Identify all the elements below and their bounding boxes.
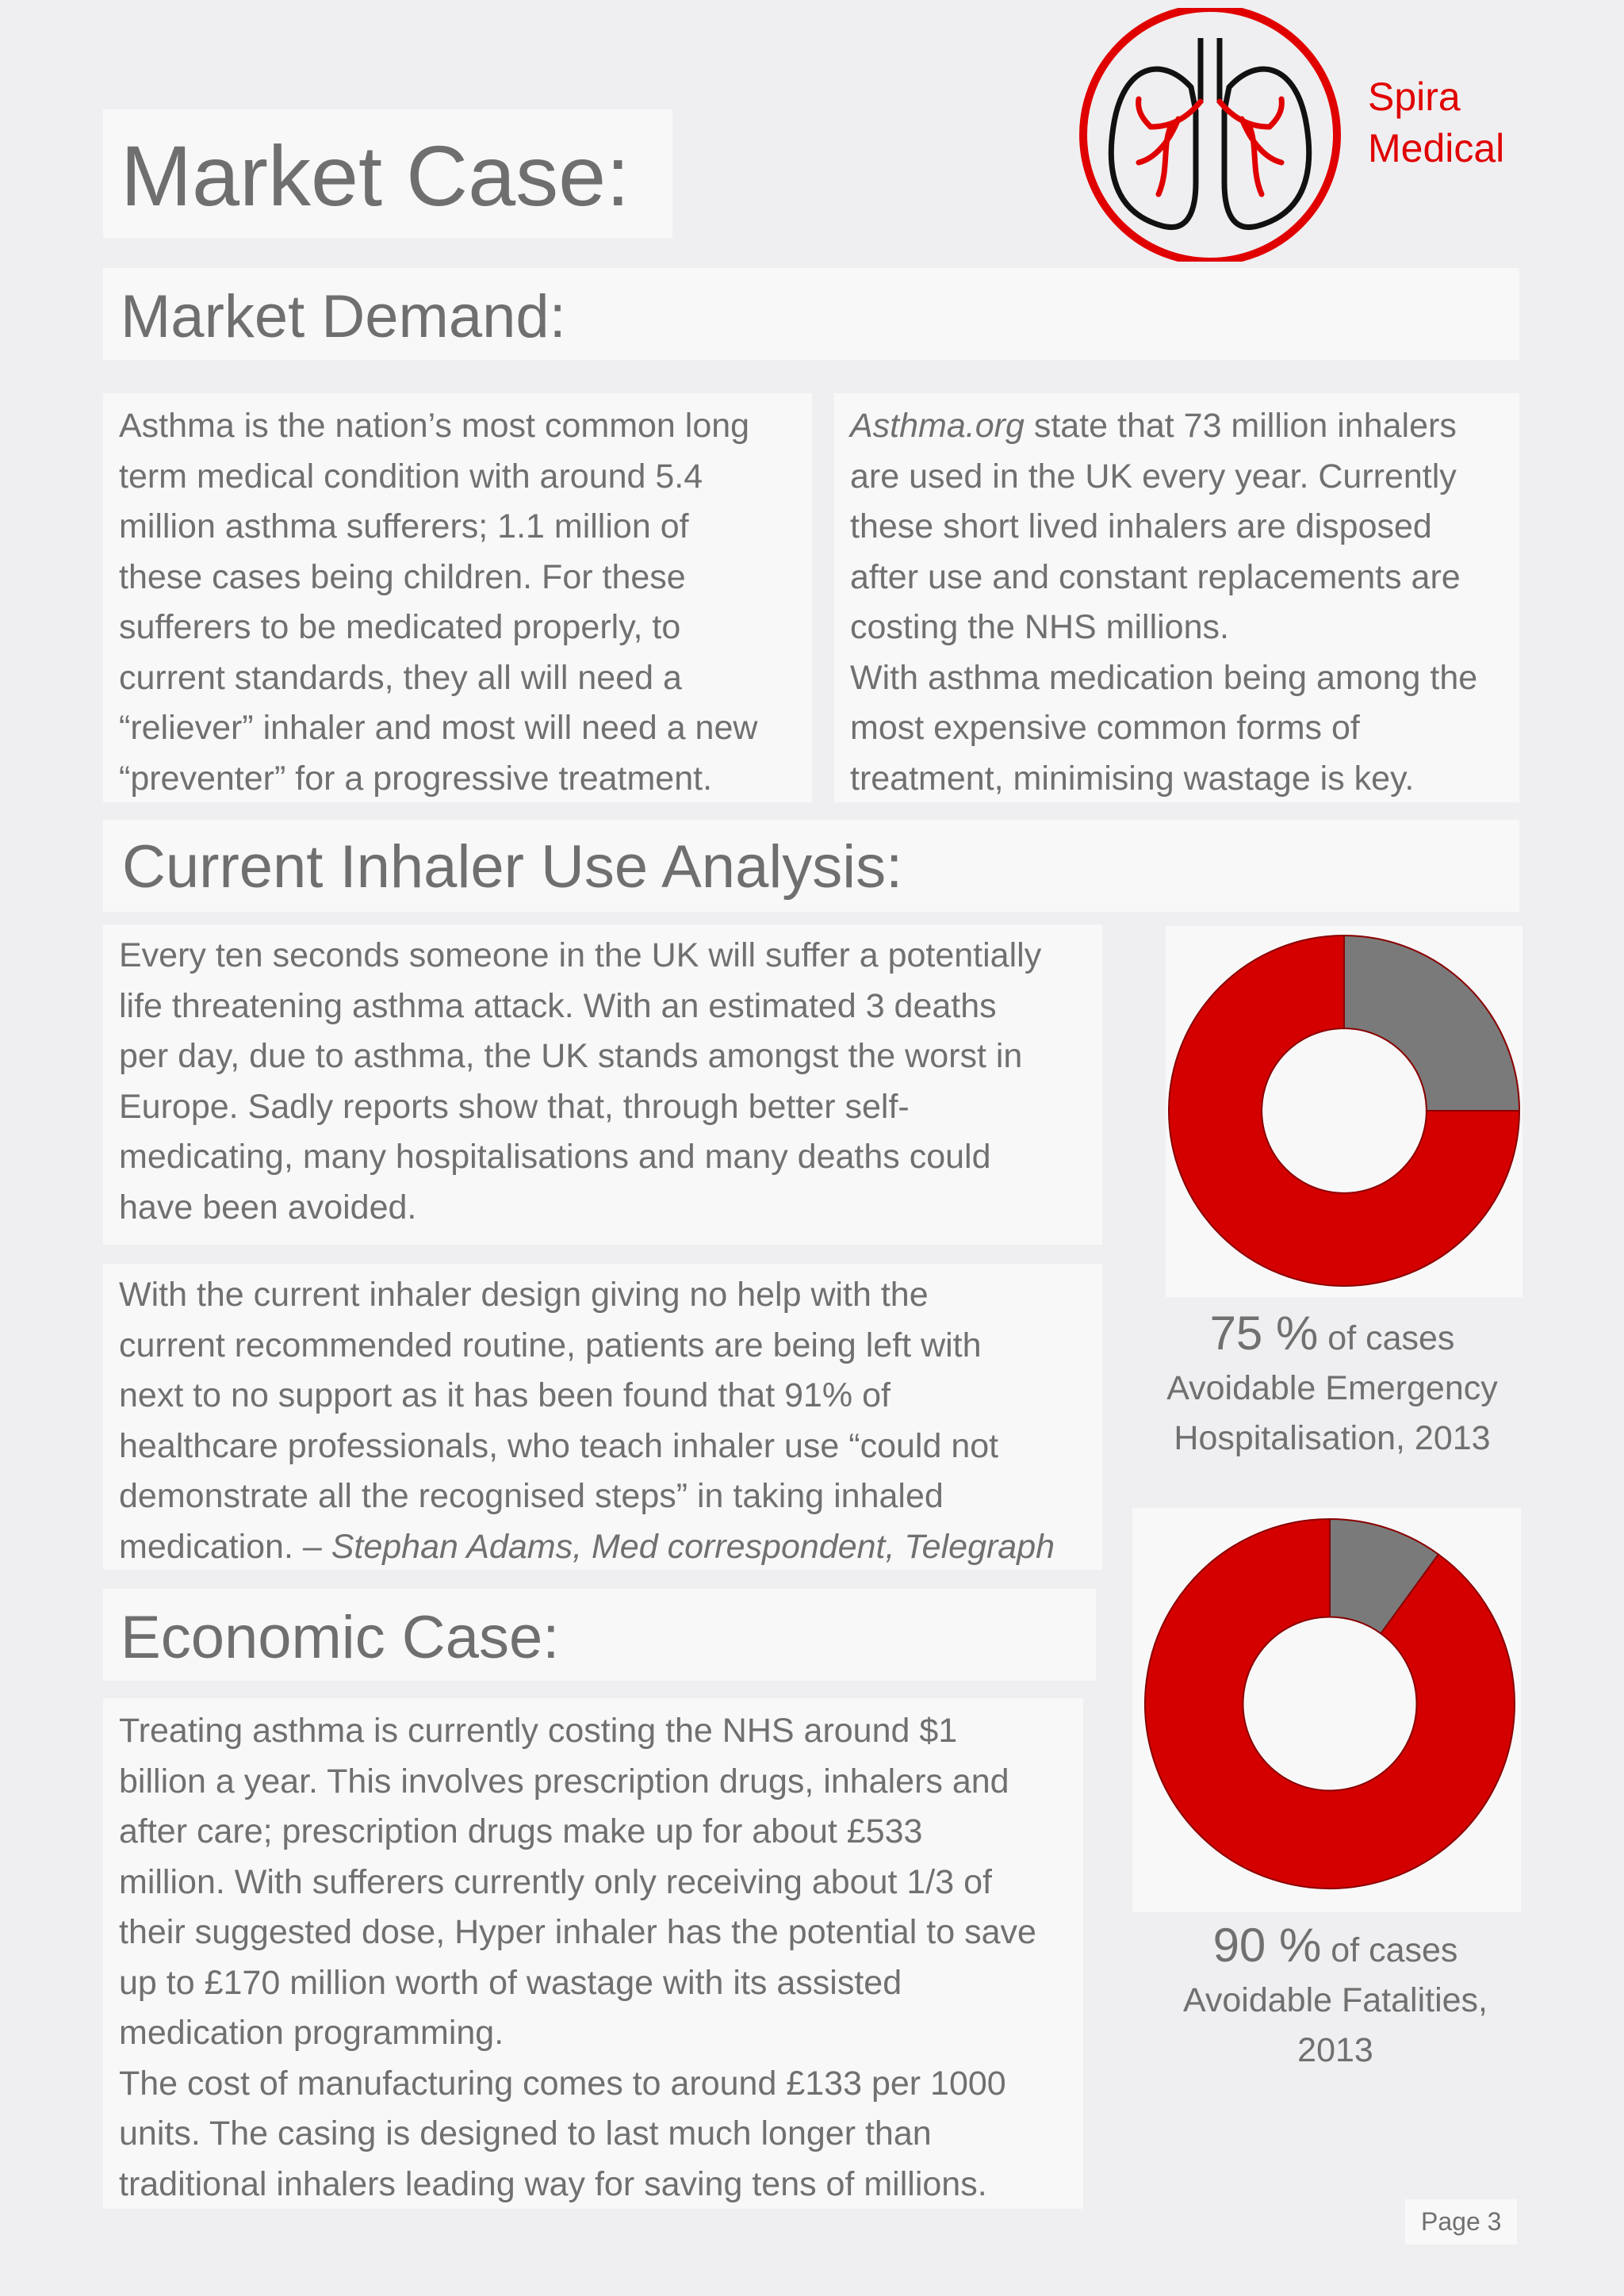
economic-text	[119, 1706, 1083, 2210]
text-line: billion a year. This involves prescription drugs, inhalers and	[119, 1762, 1009, 1800]
logo-text-medical: Medical	[1368, 126, 1505, 170]
donut-slice-avoidable	[1145, 1519, 1515, 1888]
market-demand-left-box	[103, 393, 812, 802]
economic-heading-box	[103, 1589, 1096, 1681]
text-line: healthcare professionals, who teach inhaler use “could not	[119, 1426, 999, 1465]
text-line: “reliever” inhaler and most will need a new	[119, 709, 758, 747]
text-line: units. The casing is designed to last much longer than	[119, 2114, 932, 2152]
text-line: these short lived inhalers are disposed	[850, 507, 1432, 545]
stat-line: Hospitalisation, 2013	[1174, 1419, 1491, 1457]
market-demand-right-text	[850, 401, 1519, 804]
stat-percent: 75 %	[1209, 1307, 1319, 1360]
stat-of-cases: of cases	[1331, 1931, 1458, 1969]
stat-caption-fatalities	[1129, 1920, 1542, 2076]
text-line: With asthma medication being among the	[850, 658, 1478, 697]
text-line: demonstrate all the recognised steps” in taking inhaled	[119, 1477, 944, 1515]
text-line: next to no support as it has been found that 91% of	[119, 1376, 891, 1414]
market-demand-heading: Market Demand:	[121, 283, 566, 350]
text-line: term medical condition with around 5.4	[119, 457, 703, 496]
source-name: Asthma.org	[850, 407, 1025, 445]
text-line: up to £170 million worth of wastage with its assisted	[119, 1963, 902, 2002]
text-line: traditional inhalers leading way for saving tens of millions.	[119, 2164, 987, 2203]
text-line: current recommended routine, patients are being left with	[119, 1326, 982, 1364]
market-demand-left-text	[119, 401, 812, 804]
stat-caption-hospitalisation	[1126, 1308, 1538, 1464]
stat-percent: 90 %	[1212, 1919, 1322, 1972]
donut-slice-remaining	[1344, 936, 1519, 1111]
analysis-para1-box	[103, 924, 1102, 1245]
stat-line: 2013	[1297, 2031, 1373, 2069]
analysis-heading-box	[103, 820, 1519, 912]
economic-text-box	[103, 1698, 1083, 2209]
market-demand-heading-box	[103, 268, 1519, 360]
text-line: million. With sufferers currently only receiving about 1/3 of	[119, 1862, 992, 1901]
text-line: sufferers to be medicated properly, to	[119, 608, 681, 646]
text-line: Every ten seconds someone in the UK will suffer a potentially	[119, 936, 1042, 974]
text-line: after use and constant replacements are	[850, 557, 1461, 596]
text-line: life threatening asthma attack. With an estimated 3 deaths	[119, 986, 997, 1025]
text-line: With the current inhaler design giving no help with the	[119, 1276, 929, 1314]
text-line: these cases being children. For these	[119, 557, 686, 596]
lungs-icon	[1075, 8, 1345, 262]
donut-chart-fatalities	[1142, 1516, 1518, 1892]
logo-text-spira: Spira	[1368, 75, 1461, 119]
analysis-para2	[119, 1270, 1102, 1572]
stat-line: Avoidable Fatalities,	[1182, 1981, 1488, 2019]
donut-chart-hospitalisation	[1166, 932, 1522, 1289]
market-demand-right-box	[834, 393, 1519, 802]
analysis-para1	[119, 931, 1102, 1233]
economic-heading: Economic Case:	[121, 1604, 560, 1671]
stat-of-cases: of cases	[1327, 1319, 1455, 1357]
text-line: per day, due to asthma, the UK stands amongst the worst in	[119, 1037, 1023, 1075]
title-box	[103, 109, 672, 238]
text-line: million asthma sufferers; 1.1 million of	[119, 507, 689, 545]
text-line: are used in the UK every year. Currently	[850, 457, 1457, 496]
stat-line: Avoidable Emergency	[1166, 1369, 1498, 1407]
text-line: most expensive common forms of	[850, 709, 1360, 747]
analysis-para2-box	[103, 1264, 1102, 1570]
text-line: treatment, minimising wastage is key.	[850, 759, 1415, 798]
text-line: Treating asthma is currently costing the NHS around $1	[119, 1712, 958, 1750]
text-line: Asthma is the nation’s most common long	[119, 407, 750, 445]
logo	[1075, 8, 1345, 262]
citation: Stephan Adams, Med correspondent, Telegraph	[331, 1527, 1055, 1566]
text-line: medicating, many hospitalisations and many deaths could	[119, 1138, 991, 1176]
page-title: Market Case:	[121, 128, 630, 224]
text-line: costing the NHS millions.	[850, 608, 1229, 646]
text-line: have been avoided.	[119, 1188, 417, 1226]
text-line: Europe. Sadly reports show that, through better self-	[119, 1087, 910, 1126]
analysis-heading: Current Inhaler Use Analysis:	[122, 833, 903, 901]
text-line: medication programming.	[119, 2014, 504, 2052]
text-line: state that 73 million inhalers	[1024, 407, 1457, 445]
page-number: Page 3	[1405, 2199, 1517, 2244]
text-line: current standards, they all will need a	[119, 658, 682, 697]
text-line: their suggested dose, Hyper inhaler has the potential to save	[119, 1913, 1036, 1951]
text-line: after care; prescription drugs make up for about £533	[119, 1812, 923, 1850]
text-line: The cost of manufacturing comes to around £133 per 1000	[119, 2064, 1006, 2103]
text-line: medication. –	[119, 1527, 331, 1566]
text-line: “preventer” for a progressive treatment.	[119, 759, 713, 798]
